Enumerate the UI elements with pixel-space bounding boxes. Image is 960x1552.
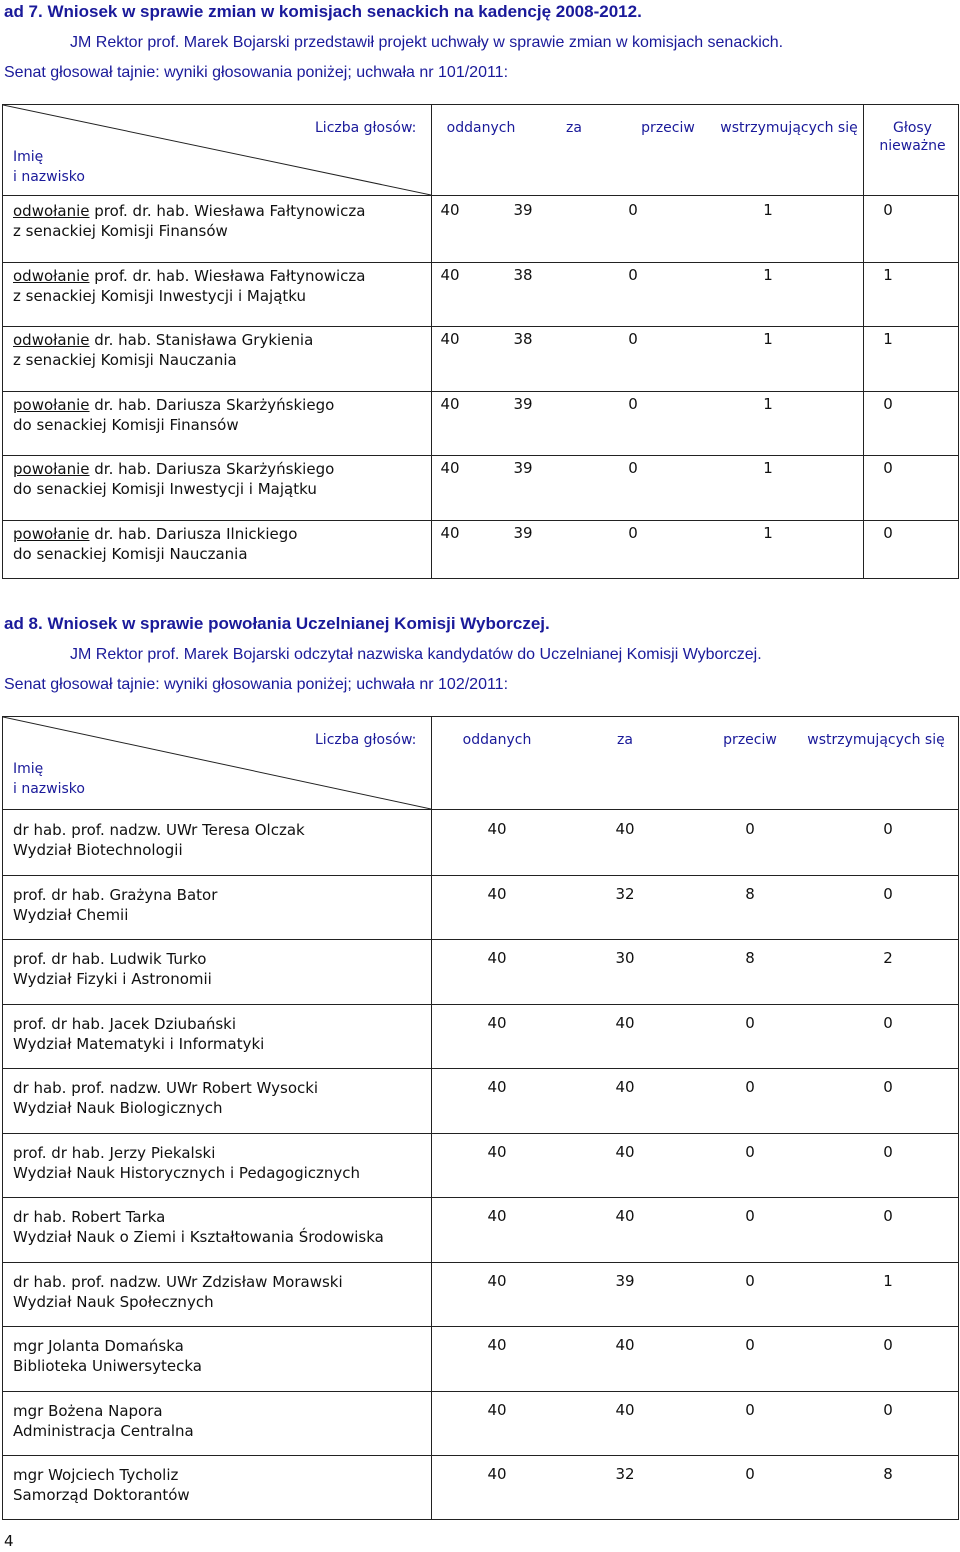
- vote-count: 40: [440, 459, 460, 477]
- vote-count: 39: [513, 459, 533, 477]
- row-divider: [3, 1391, 958, 1392]
- header-col-oddanych: oddanych: [446, 120, 516, 136]
- vote-count: 32: [615, 884, 635, 903]
- vote-count: 39: [513, 201, 533, 219]
- vote-count: 0: [883, 1336, 893, 1354]
- vote-table-102: [2, 716, 959, 1520]
- table-row-name: [13, 201, 365, 241]
- vote-count: 0: [883, 1078, 893, 1096]
- vote-count: 40: [615, 1142, 635, 1161]
- vote-count: 0: [745, 820, 755, 838]
- row-divider: [3, 391, 958, 392]
- vote-count: 0: [883, 1142, 893, 1161]
- vote-table-101: [2, 104, 959, 579]
- vote-count: 32: [615, 1465, 635, 1483]
- header-name-label-2: i nazwisko: [13, 169, 85, 185]
- vote-count: 0: [628, 459, 638, 477]
- table-row-name: [13, 1272, 343, 1312]
- action-label: odwołanie: [13, 266, 90, 285]
- person-label: prof. dr. hab. Wiesława Fałtynowicza: [89, 266, 366, 285]
- page-number: 4: [4, 1532, 14, 1550]
- vote-count: 0: [883, 1400, 893, 1419]
- section7-vote-info: Senat głosował tajnie: wyniki głosowania poniżej; uchwała nr 101/2011:: [4, 64, 509, 81]
- vote-count: 40: [487, 1013, 507, 1032]
- header-divider: [3, 195, 958, 196]
- candidate-name: mgr Bożena Napora: [13, 1401, 163, 1420]
- header-col-oddanych: oddanych: [462, 732, 532, 748]
- row-divider: [3, 1004, 958, 1005]
- vote-count: 0: [745, 1013, 755, 1032]
- candidate-unit: Wydział Fizyki i Astronomii: [13, 970, 212, 988]
- committee-label: z senackiej Komisji Nauczania: [13, 351, 237, 369]
- vote-count: 40: [440, 523, 460, 542]
- table-row-name: [13, 1207, 384, 1247]
- vote-count: 0: [745, 1207, 755, 1225]
- candidate-unit: Wydział Nauk Historycznych i Pedagogicznych: [13, 1163, 361, 1182]
- candidate-name: prof. dr hab. Grażyna Bator: [13, 885, 218, 904]
- vote-count: 40: [487, 884, 507, 903]
- person-label: dr. hab. Dariusza Skarżyńskiego: [89, 395, 335, 414]
- row-divider: [3, 1455, 958, 1456]
- vote-count: 0: [745, 1336, 755, 1354]
- row-divider: [3, 520, 958, 521]
- table-row-name: [13, 1401, 194, 1441]
- header-divider: [3, 809, 958, 810]
- section7-heading: ad 7. Wniosek w sprawie zmian w komisjach senackich na kadencję 2008-2012.: [4, 2, 642, 21]
- vote-count: 1: [763, 523, 773, 542]
- person-label: dr. hab. Dariusza Skarżyńskiego: [89, 460, 335, 478]
- vote-count: 0: [628, 330, 638, 348]
- row-divider: [3, 1068, 958, 1069]
- candidate-unit: Wydział Nauk o Ziemi i Kształtowania Środowiska: [13, 1228, 384, 1246]
- vote-count: 40: [487, 1400, 507, 1419]
- vote-count: 40: [487, 1271, 507, 1290]
- table-row-name: [13, 1465, 190, 1505]
- section8-heading: ad 8. Wniosek w sprawie powołania Uczelnianej Komisji Wyborczej.: [4, 614, 550, 633]
- vote-count: 0: [745, 1400, 755, 1419]
- row-divider: [3, 875, 958, 876]
- vote-count: 0: [745, 1271, 755, 1290]
- row-divider: [3, 939, 958, 940]
- vote-count: 40: [615, 1013, 635, 1032]
- vote-count: 40: [615, 1207, 635, 1225]
- table-row-name: [13, 885, 217, 925]
- vote-count: 0: [628, 265, 638, 284]
- candidate-name: dr hab. prof. nadzw. UWr Zdzisław Morawski: [13, 1272, 343, 1291]
- vote-count: 8: [883, 1465, 893, 1483]
- vote-count: 1: [883, 1271, 893, 1290]
- vote-count: 40: [487, 1207, 507, 1225]
- table-row-name: [13, 330, 313, 370]
- vote-count: 0: [628, 201, 638, 219]
- candidate-name: dr hab. prof. nadzw. UWr Teresa Olczak: [13, 821, 305, 839]
- table-row-name: [13, 820, 305, 860]
- header-col-niewazne: Głosy nieważne: [879, 120, 946, 154]
- candidate-unit: Administracja Centralna: [13, 1421, 194, 1440]
- section8-intro: JM Rektor prof. Marek Bojarski odczytał nazwiska kandydatów do Uczelnianej Komisji Wyborczej.: [70, 646, 762, 663]
- action-label: odwołanie: [13, 331, 90, 349]
- vote-count: 38: [513, 330, 533, 348]
- column-divider: [431, 717, 432, 1519]
- action-label: powołanie: [13, 524, 90, 543]
- person-label: dr. hab. Stanisława Grykienia: [89, 331, 314, 349]
- committee-label: z senackiej Komisji Finansów: [13, 222, 228, 240]
- vote-count: 0: [883, 459, 893, 477]
- vote-count: 40: [615, 1078, 635, 1096]
- header-col-przeciw: przeciw: [723, 732, 777, 748]
- candidate-unit: Biblioteka Uniwersytecka: [13, 1357, 202, 1375]
- column-divider: [863, 105, 864, 578]
- vote-count: 40: [487, 1336, 507, 1354]
- table-row-name: [13, 395, 334, 435]
- candidate-unit: Wydział Biotechnologii: [13, 841, 183, 859]
- candidate-name: prof. dr hab. Ludwik Turko: [13, 950, 207, 968]
- vote-count: 40: [615, 820, 635, 838]
- header-name-label: Imię: [13, 761, 44, 777]
- vote-count: 40: [487, 1465, 507, 1483]
- vote-count: 1: [883, 330, 893, 348]
- vote-count: 2: [883, 949, 893, 967]
- vote-count: 40: [440, 265, 460, 284]
- table-row-name: [13, 459, 334, 499]
- row-divider: [3, 1197, 958, 1198]
- vote-count: 40: [487, 1142, 507, 1161]
- person-label: prof. dr. hab. Wiesława Fałtynowicza: [89, 202, 366, 220]
- vote-count: 40: [615, 1400, 635, 1419]
- candidate-name: dr hab. prof. nadzw. UWr Robert Wysocki: [13, 1079, 319, 1097]
- header-name-label-2: i nazwisko: [13, 781, 85, 797]
- candidate-name: prof. dr hab. Jerzy Piekalski: [13, 1143, 216, 1162]
- vote-count: 0: [745, 1078, 755, 1096]
- header-col-przeciw: przeciw: [641, 120, 695, 136]
- vote-count: 0: [628, 394, 638, 413]
- table-row-name: [13, 1143, 360, 1183]
- table-row-name: [13, 1014, 264, 1054]
- candidate-unit: Wydział Chemii: [13, 905, 129, 924]
- vote-count: 40: [487, 820, 507, 838]
- person-label: dr. hab. Dariusza Ilnickiego: [89, 524, 298, 543]
- section7-intro: JM Rektor prof. Marek Bojarski przedstawił projekt uchwały w sprawie zmian w komisjach senackich.: [70, 34, 784, 51]
- row-divider: [3, 455, 958, 456]
- vote-count: 0: [883, 394, 893, 413]
- header-votes-label: Liczba głosów:: [315, 120, 417, 136]
- header-col-wstrzymujacych: wstrzymujących się: [807, 732, 945, 748]
- candidate-name: mgr Wojciech Tycholiz: [13, 1466, 179, 1484]
- vote-count: 30: [615, 949, 635, 967]
- vote-count: 0: [883, 201, 893, 219]
- vote-count: 0: [883, 884, 893, 903]
- vote-count: 8: [745, 949, 755, 967]
- vote-count: 1: [883, 265, 893, 284]
- row-divider: [3, 1262, 958, 1263]
- vote-count: 8: [745, 884, 755, 903]
- candidate-unit: Wydział Nauk Społecznych: [13, 1292, 214, 1311]
- candidate-unit: Wydział Nauk Biologicznych: [13, 1099, 223, 1117]
- vote-count: 40: [440, 394, 460, 413]
- vote-count: 0: [745, 1465, 755, 1483]
- action-label: odwołanie: [13, 202, 90, 220]
- table-row-name: [13, 1336, 202, 1376]
- header-name-label: Imię: [13, 149, 44, 165]
- vote-count: 39: [513, 523, 533, 542]
- header-col-za: za: [566, 120, 582, 136]
- action-label: powołanie: [13, 460, 90, 478]
- committee-label: do senackiej Komisji Inwestycji i Majątku: [13, 480, 317, 498]
- table-row-name: [13, 949, 212, 989]
- vote-count: 38: [513, 265, 533, 284]
- committee-label: do senackiej Komisji Finansów: [13, 415, 239, 434]
- vote-count: 40: [615, 1336, 635, 1354]
- vote-count: 0: [883, 1013, 893, 1032]
- row-divider: [3, 1326, 958, 1327]
- committee-label: do senackiej Komisji Nauczania: [13, 544, 248, 563]
- candidate-name: dr hab. Robert Tarka: [13, 1208, 166, 1226]
- vote-count: 0: [883, 523, 893, 542]
- action-label: powołanie: [13, 395, 90, 414]
- vote-count: 39: [513, 394, 533, 413]
- header-votes-label: Liczba głosów:: [315, 732, 417, 748]
- vote-count: 1: [763, 330, 773, 348]
- candidate-unit: Samorząd Doktorantów: [13, 1486, 190, 1504]
- candidate-unit: Wydział Matematyki i Informatyki: [13, 1034, 265, 1053]
- vote-count: 40: [440, 201, 460, 219]
- vote-count: 39: [615, 1271, 635, 1290]
- row-divider: [3, 262, 958, 263]
- vote-count: 1: [763, 459, 773, 477]
- vote-count: 0: [883, 820, 893, 838]
- vote-count: 1: [763, 394, 773, 413]
- row-divider: [3, 1133, 958, 1134]
- table-row-name: [13, 266, 365, 306]
- vote-count: 40: [487, 1078, 507, 1096]
- section8-vote-info: Senat głosował tajnie: wyniki głosowania poniżej; uchwała nr 102/2011:: [4, 676, 509, 693]
- vote-count: 0: [628, 523, 638, 542]
- vote-count: 40: [487, 949, 507, 967]
- candidate-name: prof. dr hab. Jacek Dziubański: [13, 1014, 237, 1033]
- vote-count: 0: [745, 1142, 755, 1161]
- row-divider: [3, 326, 958, 327]
- vote-count: 40: [440, 330, 460, 348]
- vote-count: 1: [763, 201, 773, 219]
- committee-label: z senackiej Komisji Inwestycji i Majątku: [13, 286, 307, 305]
- table-row-name: [13, 524, 297, 564]
- candidate-name: mgr Jolanta Domańska: [13, 1337, 184, 1355]
- vote-count: 0: [883, 1207, 893, 1225]
- header-col-za: za: [617, 732, 633, 748]
- header-col-wstrzymujacych: wstrzymujących się: [720, 120, 858, 136]
- table-row-name: [13, 1078, 318, 1118]
- vote-count: 1: [763, 265, 773, 284]
